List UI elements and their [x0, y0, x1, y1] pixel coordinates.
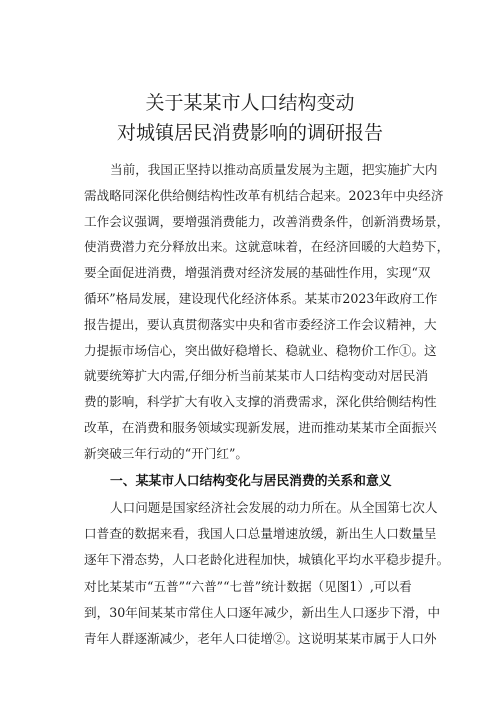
document-title-line-1: 关于某某市人口结构变动	[145, 92, 355, 114]
paragraph-line: 逐年下滑态势，人口老龄化进程加快，城镇化平均水平稳步提升。	[84, 552, 450, 568]
paragraph-line: 当前，我国正坚持以推动高质量发展为主题，把实施扩大内	[110, 162, 438, 177]
paragraph-line: 青年人群逐渐减少，老年人口徒增②。这说明某某市属于人口外	[84, 631, 437, 646]
paragraph-line: 对比某某市“五普”“六普”“七普”统计数据（见图1）,可以看	[84, 578, 412, 594]
paragraph-line: 工作会议强调，要增强消费能力，改善消费条件，创新消费场景，	[84, 213, 450, 229]
paragraph-line: 就要统筹扩大内需,仔细分析当前某某市人口结构变动对居民消	[84, 368, 429, 384]
section-heading: 一、某某市人口结构变化与居民消费的关系和意义	[110, 474, 392, 489]
paragraph-line: 新突破三年行动的“开门红”。	[84, 445, 249, 461]
paragraph-line: 费的影响，科学扩大有收入支撑的消费需求，深化供给侧结构性	[84, 394, 437, 410]
paragraph-line: 人口问题是国家经济社会发展的动力所在。从全国第七次人	[110, 500, 438, 515]
paragraph-line: 报告提出，要认真贯彻落实中央和省市委经济工作会议精神，大	[84, 316, 437, 332]
paragraph-line: 循环”格局发展，建设现代化经济体系。某某市2023年政府工作	[84, 291, 438, 306]
paragraph-line: 改革，在消费和服务领域实现新发展，进而推动某某市全面振兴	[84, 420, 437, 435]
paragraph-line: 力提振市场信心，突出做好稳增长、稳就业、稳物价工作①。这	[84, 342, 437, 358]
paragraph-line: 要全面促进消费，增强消费对经济发展的基础性作用，实现“双	[84, 265, 431, 281]
document-title-line-2: 对城镇居民消费影响的调研报告	[116, 122, 383, 144]
paragraph-line: 口普查的数据来看，我国人口总量增速放缓，新出生人口数量呈	[84, 526, 437, 542]
paragraph-line: 到，30年间某某市常住人口逐年减少，新出生人口逐步下滑，中	[84, 604, 441, 620]
paragraph-line: 需战略同深化供给侧结构性改革有机结合起来。2023年中央经济	[84, 187, 444, 203]
paragraph-line: 使消费潜力充分释放出来。这就意味着，在经济回暖的大趋势下，	[84, 239, 450, 255]
